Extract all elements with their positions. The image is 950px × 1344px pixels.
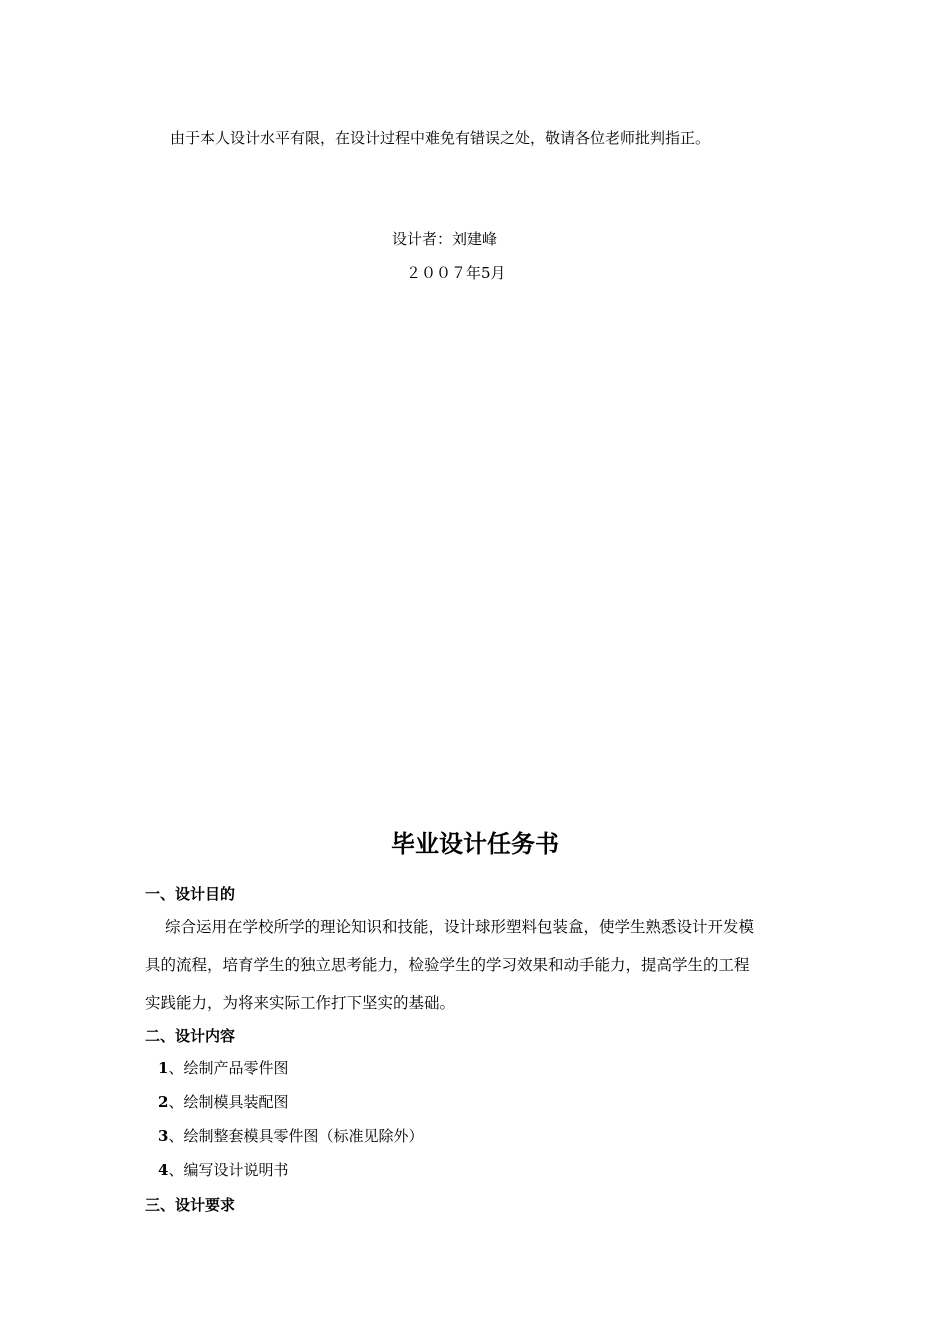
list-item-number: 4	[158, 1161, 169, 1179]
task-title: 毕业设计任务书	[391, 830, 559, 858]
preface-designer: 设计者：刘建峰	[392, 230, 498, 248]
section2-heading: 二、设计内容	[145, 1027, 236, 1045]
list-item	[158, 1126, 423, 1146]
list-item-number: 1	[158, 1059, 169, 1077]
list-item-number: 3	[158, 1127, 169, 1145]
list-item-number: 2	[158, 1093, 169, 1111]
section3-heading: 三、设计要求	[145, 1196, 236, 1214]
list-item	[158, 1058, 288, 1078]
list-item	[158, 1160, 288, 1180]
section1-line-3: 实践能力，为将来实际工作打下坚实的基础。	[145, 994, 456, 1012]
list-item-text: 、绘制整套模具零件图（标准见除外）	[168, 1127, 424, 1145]
list-item	[158, 1092, 288, 1112]
preface-date: ２００７年5月	[406, 264, 506, 282]
list-item-text: 、编写设计说明书	[168, 1161, 289, 1179]
section1-line-1: 综合运用在学校所学的理论知识和技能，设计球形塑料包装盒，使学生熟悉设计开发模	[165, 918, 755, 936]
list-item-text: 、绘制模具装配图	[168, 1093, 289, 1111]
preface-apology: 由于本人设计水平有限，在设计过程中难免有错误之处，敬请各位老师批判指正。	[170, 129, 711, 147]
list-item-text: 、绘制产品零件图	[168, 1059, 289, 1077]
section1-heading: 一、设计目的	[145, 885, 236, 903]
section1-line-2: 具的流程，培育学生的独立思考能力，检验学生的学习效果和动手能力，提高学生的工程	[145, 956, 750, 974]
